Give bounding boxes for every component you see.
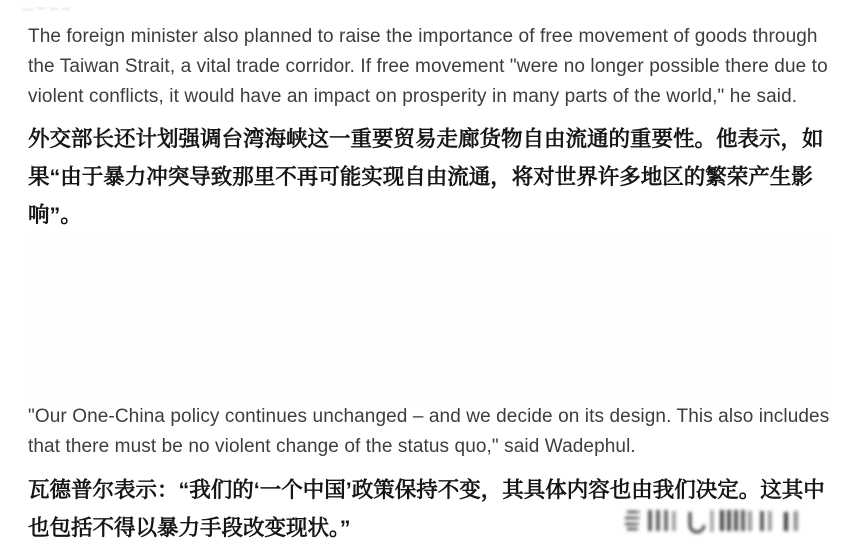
paragraph-zh-1: 外交部长还计划强调台湾海峡这一重要贸易走廊货物自由流通的重要性。他表示，如果“由于暴力冲突导致那里不再可能实现自由流通，将对世界许多地区的繁荣产生影响”。: [28, 127, 824, 227]
paragraph-en-1: The foreign minister also planned to raise the importance of free movement of goods through the Taiwan Strait, a vital trade corridor. If free movement "were no longer possible there due to violent conflicts, it would have an impact on prosperity in many parts of the world," he said.: [28, 26, 828, 107]
paragraph-zh-2: 瓦德普尔表示：“我们的‘一个中国’政策保持不变，其具体内容也由我们决定。这其中也包括不得以暴力手段改变现状。”: [28, 478, 825, 540]
paragraph-en-2: "Our One-China policy continues unchanged – and we decide on its design. This also includes that there must be no violent change of the status quo," said Wadephul.: [28, 406, 830, 457]
faded-content-area: [28, 234, 828, 402]
corner-smudge-mark: [20, 0, 72, 14]
blurred-watermark-scribble: [622, 503, 850, 539]
